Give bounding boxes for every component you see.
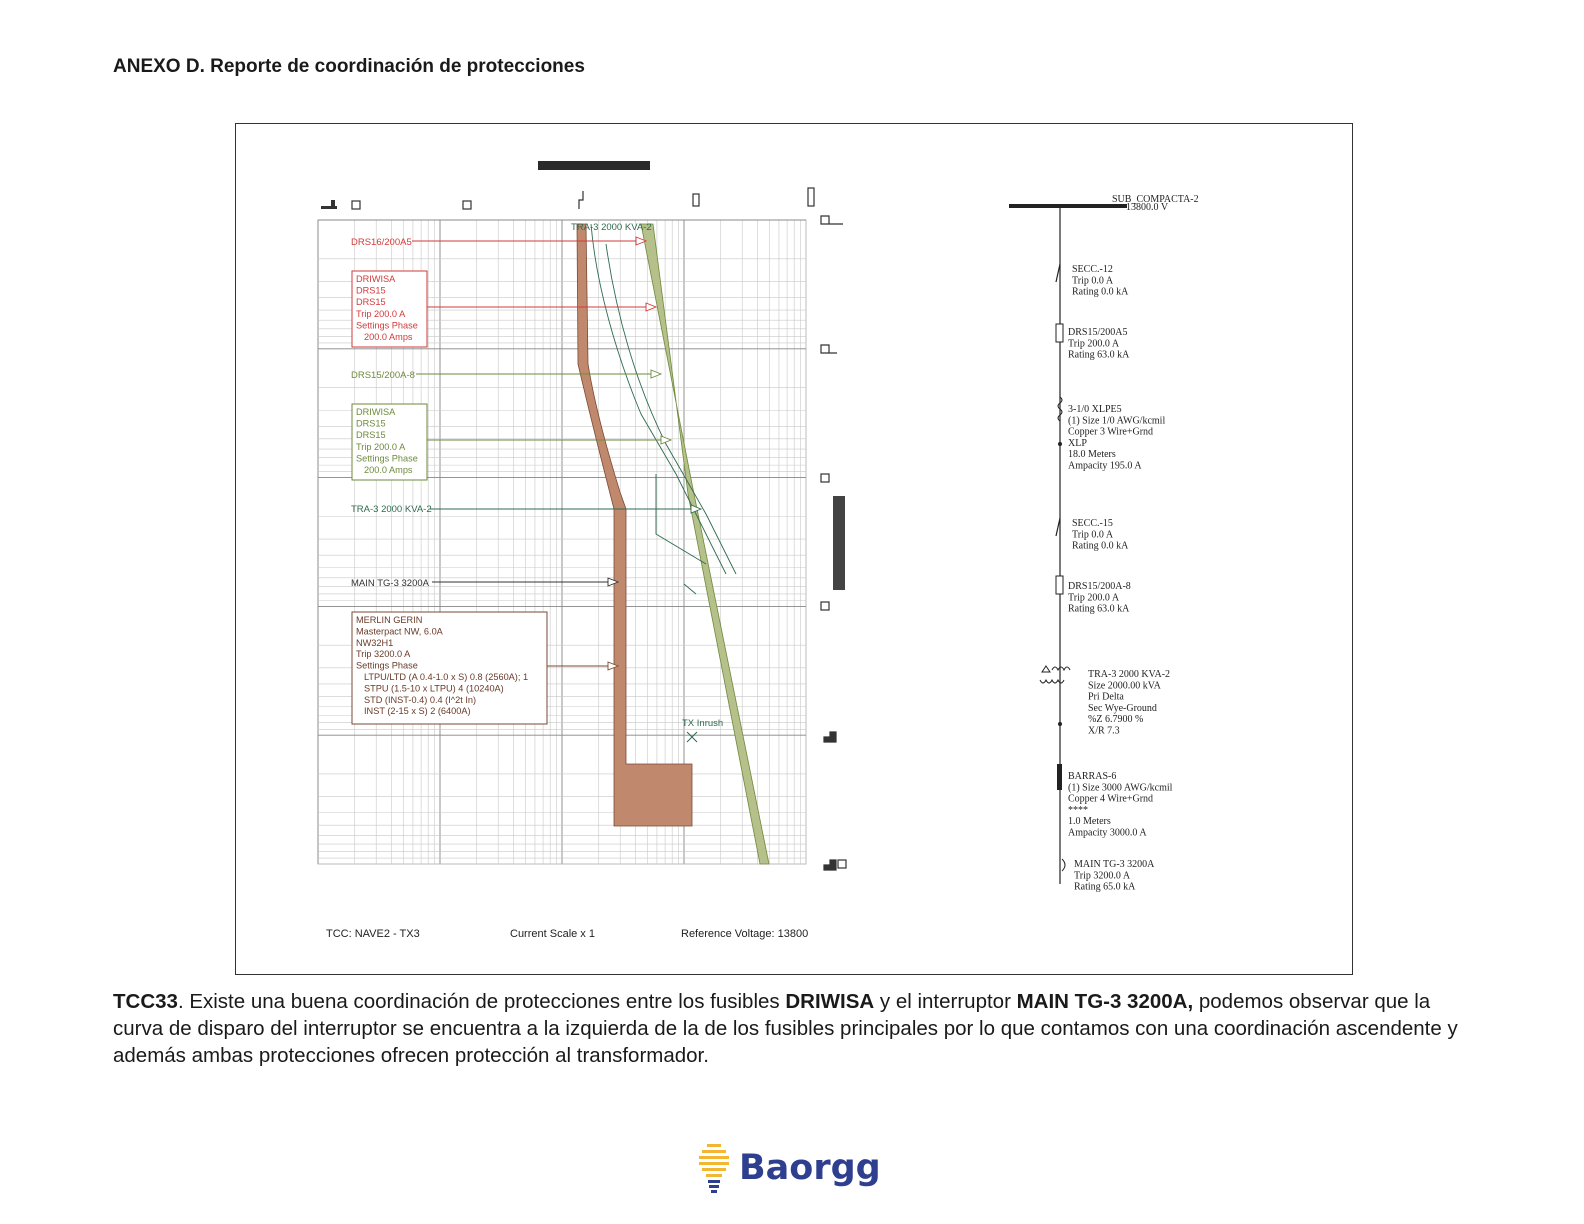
- one-line-label: DRS15/200A5: [1068, 327, 1128, 338]
- bus-voltage: 13800.0 V: [1126, 202, 1169, 213]
- one-line-label: BARRAS-6: [1068, 771, 1117, 782]
- box-line: DRS15: [356, 285, 386, 296]
- one-line-label: X/R 7.3: [1088, 725, 1120, 737]
- one-line-label: Ampacity 195.0 A: [1068, 460, 1142, 472]
- one-line-label: DRS15/200A-8: [1068, 581, 1131, 592]
- thin-curves: [591, 224, 736, 594]
- one-line-label: SECC.-12: [1072, 264, 1113, 275]
- caption-main-breaker: MAIN TG-3 3200A,: [1016, 990, 1194, 1013]
- transformer-symbol: [1040, 666, 1070, 683]
- one-line-label: Ampacity 3000.0 A: [1068, 827, 1147, 839]
- one-line-label: Copper 4 Wire+Grnd: [1068, 793, 1154, 805]
- one-line-label: Trip 200.0 A: [1068, 338, 1120, 350]
- one-line-label: Sec Wye-Ground: [1088, 702, 1157, 714]
- one-line-label: Rating 0.0 kA: [1072, 540, 1129, 552]
- box-line: Trip 3200.0 A: [356, 649, 411, 660]
- one-line-label: Rating 63.0 kA: [1068, 349, 1130, 361]
- one-line-label: Trip 200.0 A: [1068, 592, 1120, 604]
- tx-inrush-marker: [687, 732, 697, 742]
- one-line-label: SECC.-15: [1072, 518, 1113, 529]
- caption-driwisa: DRIWISA: [785, 990, 875, 1013]
- box-line: STPU (1.5-10 x LTPU) 4 (10240A): [364, 683, 504, 694]
- label-tra3-top: TRA-3 2000 KVA-2: [571, 222, 652, 233]
- one-line-label: Rating 63.0 kA: [1068, 603, 1130, 615]
- one-line-label: %Z 6.7900 %: [1088, 714, 1144, 726]
- brand-wordmark: Baorgg: [739, 1148, 881, 1188]
- box-line: DRS15: [356, 430, 386, 441]
- one-line-label: Rating 0.0 kA: [1072, 286, 1129, 298]
- tcc-chart: [236, 124, 1352, 974]
- breaker-main-symbol: [1062, 859, 1065, 871]
- page-heading: ANEXO D. Reporte de coordinación de protecciones: [113, 56, 585, 77]
- caption-text-1: . Existe una buena coordinación de protecciones entre los fusibles: [177, 990, 786, 1013]
- one-line-label: ****: [1068, 804, 1088, 816]
- box-line: DRS15: [356, 418, 386, 429]
- one-line-label: 3-1/0 XLPE5: [1068, 404, 1122, 415]
- box-line: DRIWISA: [356, 274, 396, 284]
- one-line-label: Pri Delta: [1088, 691, 1124, 703]
- box-line: Trip 200.0 A: [356, 441, 406, 452]
- box-line: Settings Phase: [356, 453, 418, 464]
- brand-logo: [697, 1140, 881, 1196]
- label-drs16: DRS16/200A5: [351, 237, 412, 248]
- footer-scale: Current Scale x 1: [510, 928, 595, 940]
- bus-name: SUB_COMPACTA-2: [1112, 194, 1199, 205]
- one-line-label: Trip 0.0 A: [1072, 529, 1114, 541]
- fuse-drs15-8-symbol: [1056, 576, 1063, 594]
- box-line: MERLIN GERIN: [356, 615, 423, 625]
- label-tx-inrush: TX Inrush: [682, 718, 724, 729]
- one-line-label: (1) Size 1/0 AWG/kcmil: [1068, 415, 1166, 427]
- one-line-label: Size 2000.00 kVA: [1088, 680, 1161, 692]
- caption-text-2: y el interruptor: [874, 990, 1017, 1013]
- footer-tcc: TCC: NAVE2 - TX3: [326, 928, 420, 940]
- label-drs15-8: DRS15/200A-8: [351, 370, 415, 381]
- box-line: DRIWISA: [356, 407, 396, 417]
- vertical-axis-smudge: [833, 496, 845, 590]
- one-line-label: MAIN TG-3 3200A: [1074, 859, 1155, 870]
- figure-caption: [113, 988, 1483, 1069]
- one-line-label: TRA-3 2000 KVA-2: [1088, 669, 1171, 680]
- bus-bar: [1009, 204, 1127, 208]
- tcc-figure: [235, 123, 1353, 975]
- one-line-label: (1) Size 3000 AWG/kcmil: [1068, 782, 1173, 794]
- leader-arrowhead: [651, 370, 661, 378]
- box-line: Settings Phase: [356, 320, 418, 331]
- top-scale-markers: [321, 188, 814, 209]
- one-line-label: Trip 3200.0 A: [1074, 870, 1131, 882]
- box-line: STD (INST-0.4) 0.4 (I^2t In): [364, 694, 477, 705]
- box-line: 200.0 Amps: [364, 332, 413, 342]
- breaker-curve-band: [577, 224, 692, 826]
- box-line: LTPU/LTD (A 0.4-1.0 x S) 0.8 (2560A); 1: [364, 672, 529, 682]
- footer-voltage: Reference Voltage: 13800: [681, 928, 809, 940]
- box-line: Settings Phase: [356, 660, 418, 671]
- one-line-label: Trip 0.0 A: [1072, 275, 1114, 287]
- one-line-diagram: [1009, 194, 1199, 893]
- label-main-tg3: MAIN TG-3 3200A: [351, 578, 429, 589]
- one-line-label: Rating 65.0 kA: [1074, 881, 1136, 893]
- label-tra3-left: TRA-3 2000 KVA-2: [351, 504, 432, 515]
- caption-tcc-id: TCC33: [113, 990, 178, 1013]
- caption-text-3: podemos observar que la curva de disparo del interruptor se encuentra a la izquierda de la de los fusibles principales por lo que contamos con una coordinación ascendente y además ambas protecciones ofrecen protección al transformador.: [113, 990, 1458, 1067]
- one-line-label: XLP: [1068, 437, 1087, 449]
- box-line: Trip 200.0 A: [356, 308, 406, 319]
- box-line: DRS15: [356, 297, 386, 308]
- box-line: INST (2-15 x S) 2 (6400A): [364, 706, 471, 717]
- box-line: NW32H1: [356, 637, 394, 648]
- box-line: Masterpact NW, 6.0A: [356, 626, 443, 637]
- busway-symbol: [1057, 764, 1062, 790]
- one-line-label: 1.0 Meters: [1068, 816, 1111, 828]
- box-line: 200.0 Amps: [364, 465, 413, 475]
- bulb-icon: [697, 1142, 733, 1194]
- leader-arrowhead: [661, 436, 671, 444]
- one-line-label: 18.0 Meters: [1068, 449, 1116, 461]
- one-line-label: Copper 3 Wire+Grnd: [1068, 426, 1154, 438]
- tcc-title-smudge: [538, 161, 650, 170]
- fuse-drs15-5-symbol: [1056, 324, 1063, 342]
